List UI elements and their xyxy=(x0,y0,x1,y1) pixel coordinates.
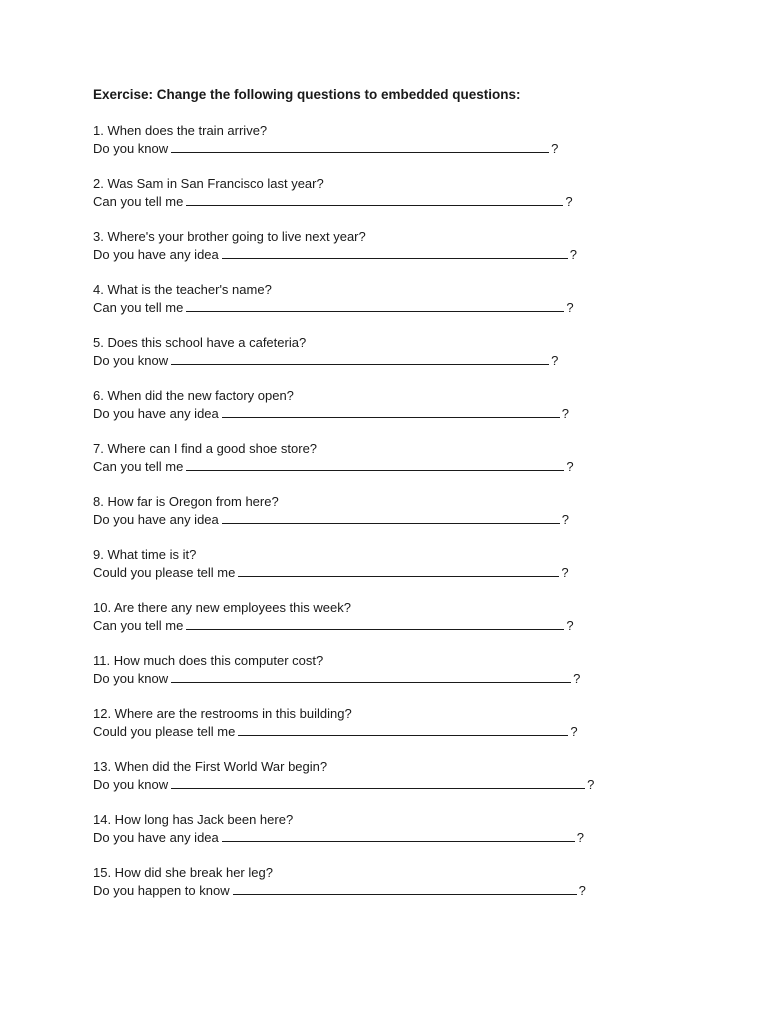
question-mark: ? xyxy=(566,617,574,633)
answer-blank[interactable] xyxy=(233,882,577,895)
answer-prompt: Can you tell me xyxy=(93,458,184,474)
question-item xyxy=(93,334,693,387)
question-mark: ? xyxy=(573,670,581,686)
question-text: 8. How far is Oregon from here? xyxy=(93,494,279,509)
answer-line xyxy=(93,246,693,264)
question-item xyxy=(93,599,693,652)
question-text: 2. Was Sam in San Francisco last year? xyxy=(93,176,324,191)
answer-prompt: Can you tell me xyxy=(93,193,184,209)
question-mark: ? xyxy=(561,511,569,527)
answer-blank[interactable] xyxy=(171,140,549,153)
answer-line xyxy=(93,723,693,741)
answer-line xyxy=(93,882,693,900)
answer-prompt: Can you tell me xyxy=(93,617,184,633)
answer-blank[interactable] xyxy=(238,564,559,577)
question-mark: ? xyxy=(576,829,584,845)
question-mark: ? xyxy=(570,723,578,739)
question-list xyxy=(93,122,693,917)
answer-blank[interactable] xyxy=(186,299,564,312)
question-mark: ? xyxy=(565,193,573,209)
answer-line xyxy=(93,564,693,582)
question-text: 15. How did she break her leg? xyxy=(93,865,273,880)
question-mark: ? xyxy=(566,299,574,315)
answer-line xyxy=(93,670,693,688)
question-mark: ? xyxy=(551,352,559,368)
question-text: 13. When did the First World War begin? xyxy=(93,759,328,774)
answer-prompt: Do you happen to know xyxy=(93,882,230,898)
exercise-title: Exercise: Change the following questions to embedded questions: xyxy=(93,87,521,102)
question-item xyxy=(93,440,693,493)
question-mark: ? xyxy=(561,405,569,421)
question-mark: ? xyxy=(569,246,577,262)
question-item xyxy=(93,652,693,705)
question-text: 5. Does this school have a cafeteria? xyxy=(93,335,307,350)
answer-line xyxy=(93,352,693,370)
question-item xyxy=(93,228,693,281)
answer-line xyxy=(93,405,693,423)
answer-blank[interactable] xyxy=(171,776,585,789)
question-mark: ? xyxy=(551,140,559,156)
answer-prompt: Do you have any idea xyxy=(93,829,219,845)
question-item xyxy=(93,758,693,811)
answer-prompt: Do you have any idea xyxy=(93,246,219,262)
question-item xyxy=(93,493,693,546)
answer-prompt: Could you please tell me xyxy=(93,564,236,580)
question-text: 6. When did the new factory open? xyxy=(93,388,294,403)
question-text: 9. What time is it? xyxy=(93,547,197,562)
answer-blank[interactable] xyxy=(222,405,560,418)
question-item xyxy=(93,387,693,440)
worksheet xyxy=(93,86,693,917)
answer-blank[interactable] xyxy=(222,829,575,842)
answer-prompt: Do you know xyxy=(93,776,169,792)
question-mark: ? xyxy=(561,564,569,580)
question-text: 1. When does the train arrive? xyxy=(93,123,268,138)
answer-prompt: Do you know xyxy=(93,352,169,368)
answer-prompt: Do you know xyxy=(93,140,169,156)
answer-line xyxy=(93,617,693,635)
answer-line xyxy=(93,511,693,529)
answer-blank[interactable] xyxy=(222,246,568,259)
question-mark: ? xyxy=(566,458,574,474)
answer-line xyxy=(93,140,693,158)
question-item xyxy=(93,281,693,334)
question-text: 3. Where's your brother going to live next year? xyxy=(93,229,366,244)
question-text: 10. Are there any new employees this week? xyxy=(93,600,351,615)
answer-line xyxy=(93,299,693,317)
question-item xyxy=(93,705,693,758)
answer-blank[interactable] xyxy=(171,670,571,683)
question-item xyxy=(93,122,693,175)
answer-prompt: Do you have any idea xyxy=(93,511,219,527)
answer-blank[interactable] xyxy=(186,193,563,206)
answer-blank[interactable] xyxy=(186,617,564,630)
question-mark: ? xyxy=(578,882,586,898)
answer-prompt: Could you please tell me xyxy=(93,723,236,739)
answer-line xyxy=(93,458,693,476)
question-item xyxy=(93,175,693,228)
question-item xyxy=(93,546,693,599)
question-item xyxy=(93,864,693,917)
answer-prompt: Do you know xyxy=(93,670,169,686)
question-mark: ? xyxy=(587,776,595,792)
question-text: 11. How much does this computer cost? xyxy=(93,653,324,668)
question-item xyxy=(93,811,693,864)
answer-blank[interactable] xyxy=(238,723,568,736)
answer-prompt: Can you tell me xyxy=(93,299,184,315)
question-text: 14. How long has Jack been here? xyxy=(93,812,294,827)
answer-blank[interactable] xyxy=(186,458,564,471)
answer-line xyxy=(93,193,693,211)
question-text: 4. What is the teacher's name? xyxy=(93,282,272,297)
answer-prompt: Do you have any idea xyxy=(93,405,219,421)
answer-line xyxy=(93,829,693,847)
answer-blank[interactable] xyxy=(171,352,549,365)
answer-blank[interactable] xyxy=(222,511,560,524)
question-text: 7. Where can I find a good shoe store? xyxy=(93,441,318,456)
answer-line xyxy=(93,776,693,794)
question-text: 12. Where are the restrooms in this building? xyxy=(93,706,352,721)
